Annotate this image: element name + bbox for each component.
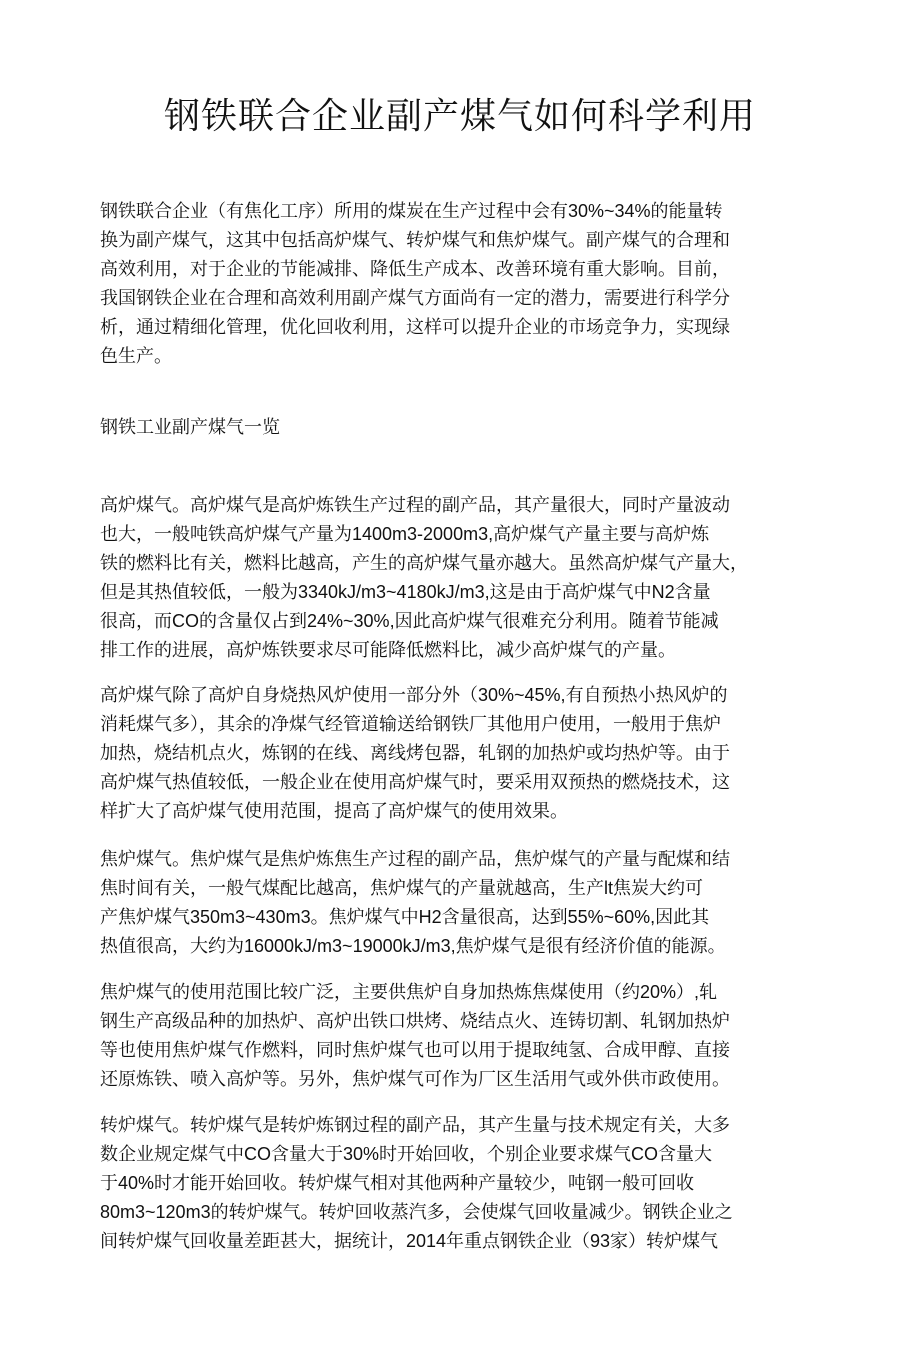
text-line: 排工作的进展，高炉炼铁要求尽可能降低燃料比，减少高炉煤气的产量。	[100, 640, 676, 660]
text-line: 样扩大了高炉煤气使用范围，提高了高炉煤气的使用效果。	[100, 801, 568, 821]
text-line: 钢铁联合企业（有焦化工序）所用的煤炭在生产过程中会有30%~34%的能量转	[100, 201, 723, 221]
section-heading	[100, 413, 820, 442]
text-line: 析，通过精细化管理，优化回收利用，这样可以提升企业的市场竞争力，实现绿	[100, 317, 730, 337]
text-line: 于40%时才能开始回收。转炉煤气相对其他两种产量较少，吨钢一般可回收	[100, 1173, 695, 1193]
text-line: 高炉煤气除了高炉自身烧热风炉使用一部分外（30%~45%,有自预热小热风炉的	[100, 685, 728, 705]
blast-furnace-gas-usage-paragraph	[100, 681, 820, 826]
text-line: 焦炉煤气。焦炉煤气是焦炉炼焦生产过程的副产品，焦炉煤气的产量与配煤和结	[100, 849, 730, 869]
text-line: 换为副产煤气，这其中包括高炉煤气、转炉煤气和焦炉煤气。副产煤气的合理和	[100, 230, 730, 250]
text-line: 高效利用，对于企业的节能减排、降低生产成本、改善环境有重大影响。目前，	[100, 259, 730, 279]
intro-paragraph	[100, 197, 820, 371]
text-line: 色生产。	[100, 346, 172, 366]
text-line: 转炉煤气。转炉煤气是转炉炼钢过程的副产品，其产生量与技术规定有关，大多	[100, 1115, 730, 1135]
text-line: 加热，烧结机点火，炼钢的在线、离线烤包器，轧钢的加热炉或均热炉等。由于	[100, 743, 730, 763]
text-line: 钢生产高级品种的加热炉、高炉出铁口烘烤、烧结点火、连铸切割、轧钢加热炉	[100, 1011, 730, 1031]
text-line: 还原炼铁、喷入高炉等。另外，焦炉煤气可作为厂区生活用气或外供市政使用。	[100, 1069, 730, 1089]
text-line: 80m3~120m3的转炉煤气。转炉回收蒸汽多，会使煤气回收量减少。钢铁企业之	[100, 1202, 733, 1222]
text-line: 间转炉煤气回收量差距甚大，据统计，2014年重点钢铁企业（93家）转炉煤气	[100, 1231, 719, 1251]
text-line: 高炉煤气。高炉煤气是高炉炼铁生产过程的副产品，其产量很大，同时产量波动	[100, 495, 730, 515]
text-line: 高炉煤气热值较低，一般企业在使用高炉煤气时，要采用双预热的燃烧技术，这	[100, 772, 730, 792]
converter-gas-paragraph	[100, 1111, 820, 1256]
text-line: 也大，一般吨铁高炉煤气产量为1400m3-2000m3,高炉煤气产量主要与高炉炼	[100, 524, 710, 544]
text-line: 焦炉煤气的使用范围比较广泛，主要供焦炉自身加热炼焦煤使用（约20%）,轧	[100, 982, 718, 1002]
text-line: 焦时间有关，一般气煤配比越高，焦炉煤气的产量就越高，生产lt焦炭大约可	[100, 878, 703, 898]
text-line: 等也使用焦炉煤气作燃料，同时焦炉煤气也可以用于提取纯氢、合成甲醇、直接	[100, 1040, 730, 1060]
coke-oven-gas-usage-paragraph	[100, 978, 820, 1094]
text-line: 产焦炉煤气350m3~430m3。焦炉煤气中H2含量很高，达到55%~60%,因此其	[100, 907, 710, 927]
text-line: 很高，而CO的含量仅占到24%~30%,因此高炉煤气很难充分利用。随着节能减	[100, 611, 719, 631]
text-line: 热值很高，大约为16000kJ/m3~19000kJ/m3,焦炉煤气是很有经济价值的能源。	[100, 936, 726, 956]
text-line: 消耗煤气多），其余的净煤气经管道输送给钢铁厂其他用户使用，一般用于焦炉	[100, 714, 721, 734]
coke-oven-gas-paragraph	[100, 845, 820, 961]
text-line: 我国钢铁企业在合理和高效利用副产煤气方面尚有一定的潜力，需要进行科学分	[100, 288, 730, 308]
text-line: 钢铁工业副产煤气一览	[100, 417, 280, 437]
text-line: 数企业规定煤气中CO含量大于30%时开始回收，个别企业要求煤气CO含量大	[100, 1144, 713, 1164]
blast-furnace-gas-paragraph	[100, 491, 820, 665]
text-line: 铁的燃料比有关，燃料比越高，产生的高炉煤气量亦越大。虽然高炉煤气产量大，	[100, 553, 748, 573]
document-title: 钢铁联合企业副产煤气如何科学利用	[163, 95, 756, 136]
text-line: 但是其热值较低，一般为3340kJ/m3~4180kJ/m3,这是由于高炉煤气中N2含量	[100, 582, 711, 602]
